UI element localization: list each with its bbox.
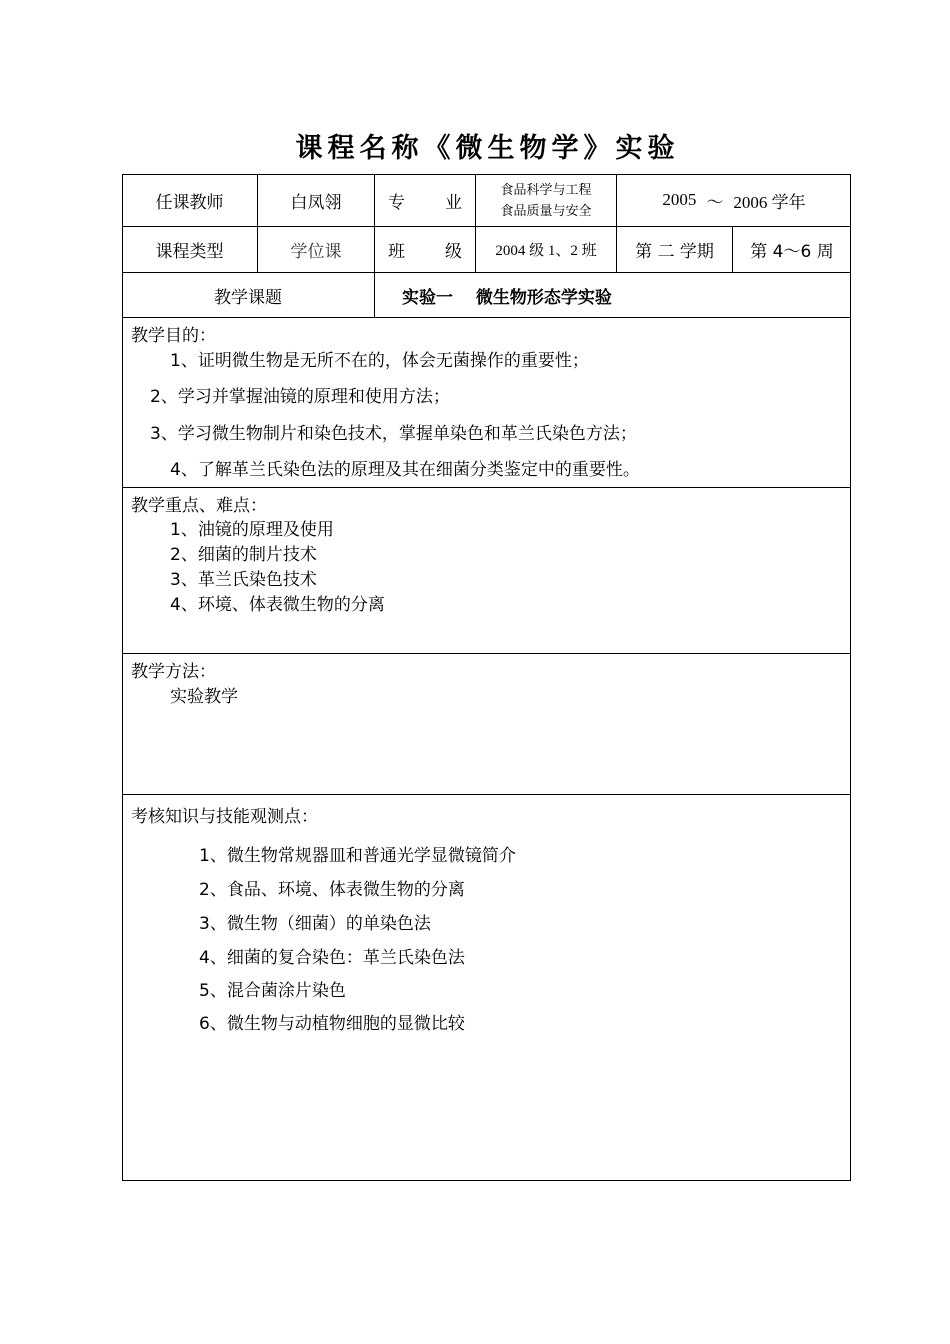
class-value: 2004 级 1、2 班: [475, 227, 616, 272]
keypoints-section: [122, 488, 851, 654]
class-label: [374, 227, 475, 272]
year-start: 2005: [662, 190, 697, 209]
objective-item: 4、了解革兰氏染色法的原理及其在细菌分类鉴定中的重要性。: [170, 460, 640, 480]
assessment-item: 5、混合菌涂片染色: [199, 981, 346, 1001]
assessment-item: 4、细菌的复合染色：革兰氏染色法: [199, 948, 465, 968]
major-values: [475, 174, 616, 226]
class-label-char-2: 级: [445, 242, 462, 262]
year-sep: ～: [706, 192, 724, 212]
teacher-name: 白凤翎: [257, 174, 374, 226]
assessment-heading: 考核知识与技能观测点：: [131, 807, 318, 827]
term: 第 二 学期: [616, 227, 732, 272]
topic-label: 教学课题: [214, 287, 282, 308]
assessment-item: 2、食品、环境、体表微生物的分离: [199, 880, 465, 900]
year-end: 2006 学年: [733, 192, 806, 212]
type-label: 课程类型: [155, 242, 224, 262]
keypoint-item: 3、革兰氏染色技术: [170, 570, 317, 590]
major-label-char-2: 业: [445, 192, 462, 213]
keypoints-heading: 教学重点、难点：: [131, 496, 267, 516]
methods-section: [122, 654, 851, 795]
page-title: 课程名称《微生物学》实验: [295, 133, 680, 164]
topic-value: 实验一 微生物形态学实验: [374, 273, 851, 317]
assessment-item: 1、微生物常规器皿和普通光学显微镜简介: [199, 846, 516, 866]
assessment-item: 6、微生物与动植物细胞的显微比较: [199, 1014, 465, 1034]
objective-item: 3、学习微生物制片和染色技术，掌握单染色和革兰氏染色方法；: [150, 424, 637, 444]
assessment-section: [122, 795, 851, 1181]
methods-heading: 教学方法：: [131, 662, 216, 682]
header-row-2: [122, 227, 851, 273]
keypoint-item: 4、环境、体表微生物的分离: [170, 595, 385, 615]
assessment-item: 3、微生物（细菌）的单染色法: [199, 914, 431, 934]
academic-year: [616, 174, 851, 226]
teacher-label: 任课教师: [155, 192, 224, 213]
course-type: 学位课: [257, 227, 374, 272]
major-label: [374, 174, 475, 226]
major-2: 食品质量与安全: [500, 203, 592, 218]
major-label-char-1: 专: [388, 192, 405, 213]
weeks: 第 4～6 周: [732, 227, 851, 272]
keypoint-item: 2、细菌的制片技术: [170, 545, 317, 565]
objective-item: 1、证明微生物是无所不在的，体会无菌操作的重要性；: [170, 351, 589, 371]
header-row-1: [122, 174, 851, 227]
method-item: 实验教学: [170, 687, 238, 707]
objectives-section: [122, 318, 851, 488]
class-label-char-1: 班: [388, 242, 405, 262]
major-1: 食品科学与工程: [500, 182, 592, 197]
objective-item: 2、学习并掌握油镜的原理和使用方法；: [150, 387, 450, 407]
topic-row: [122, 273, 851, 318]
objectives-heading: 教学目的：: [131, 326, 216, 346]
keypoint-item: 1、油镜的原理及使用: [170, 520, 334, 540]
